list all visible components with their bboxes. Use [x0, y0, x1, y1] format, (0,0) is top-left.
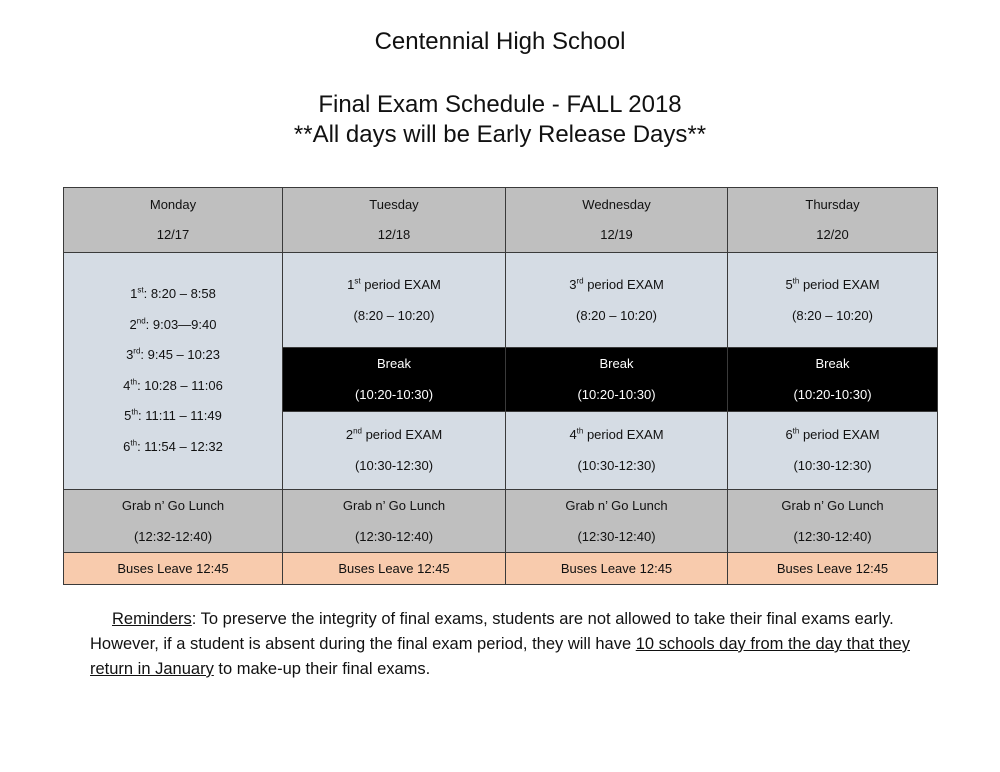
- first-exam-row: [64, 253, 938, 348]
- period-time: 1st: 8:20 – 8:58: [130, 286, 216, 302]
- exam-cell: 3rd period EXAM (8:20 – 10:20): [506, 253, 728, 348]
- reminders-deadline: 10 schools day from the day that they return in January: [90, 635, 910, 678]
- day-header-thursday: [728, 188, 938, 253]
- early-release-note: **All days will be Early Release Days**: [293, 121, 707, 148]
- exam-cell: 4th period EXAM (10:30-12:30): [506, 411, 728, 489]
- day-date: 12/17: [156, 227, 190, 243]
- day-date: 12/20: [816, 227, 849, 243]
- exam-cell: 1st period EXAM (8:20 – 10:20): [283, 253, 506, 348]
- day-name: Thursday: [805, 197, 860, 213]
- day-name: Tuesday: [369, 197, 419, 213]
- day-date: 12/18: [377, 227, 411, 243]
- reminders-text: : To preserve the integrity of final exams, students are not allowed to take their final exams early. However, if a student is absent during the final exam period, they will have: [90, 610, 894, 653]
- lunch-row: [64, 489, 938, 552]
- lunch-cell: Grab n’ Go Lunch (12:32-12:40): [64, 489, 283, 552]
- reminders-text-end: to make-up their final exams.: [213, 660, 431, 678]
- lunch-cell: Grab n’ Go Lunch (12:30-12:40): [506, 489, 728, 552]
- lunch-cell: Grab n’ Go Lunch (12:30-12:40): [728, 489, 938, 552]
- day-header-tuesday: [283, 188, 506, 253]
- exam-cell: 5th period EXAM (8:20 – 10:20): [728, 253, 938, 348]
- day-date: 12/19: [600, 227, 633, 243]
- school-name: Centennial High School: [374, 28, 626, 55]
- break-cell: Break (10:20-10:30): [506, 348, 728, 411]
- period-time: 4th: 10:28 – 11:06: [123, 377, 223, 393]
- reminders-paragraph: [90, 607, 910, 682]
- buses-cell: Buses Leave 12:45: [283, 552, 506, 584]
- period-time: 3rd: 9:45 – 10:23: [126, 347, 220, 363]
- period-time: 2nd: 9:03—9:40: [129, 316, 217, 332]
- day-name: Wednesday: [582, 197, 651, 213]
- reminders-label: Reminders: [112, 610, 192, 628]
- day-header-wednesday: [506, 188, 728, 253]
- buses-cell: Buses Leave 12:45: [64, 552, 283, 584]
- exam-schedule-table: [63, 187, 938, 585]
- day-header-row: [64, 188, 938, 253]
- buses-cell: Buses Leave 12:45: [506, 552, 728, 584]
- exam-cell: 6th period EXAM (10:30-12:30): [728, 411, 938, 489]
- break-cell: Break (10:20-10:30): [728, 348, 938, 411]
- lunch-cell: Grab n’ Go Lunch (12:30-12:40): [283, 489, 506, 552]
- exam-title: Final Exam Schedule - FALL 2018: [318, 91, 682, 118]
- buses-cell: Buses Leave 12:45: [728, 552, 938, 584]
- exam-cell: 2nd period EXAM (10:30-12:30): [283, 411, 506, 489]
- day-name: Monday: [149, 197, 197, 213]
- monday-period-times: [64, 253, 283, 490]
- period-time: 6th: 11:54 – 12:32: [123, 438, 223, 454]
- break-cell: Break (10:20-10:30): [283, 348, 506, 411]
- period-time: 5th: 11:11 – 11:49: [124, 408, 222, 424]
- day-header-monday: [64, 188, 283, 253]
- buses-row: [64, 552, 938, 584]
